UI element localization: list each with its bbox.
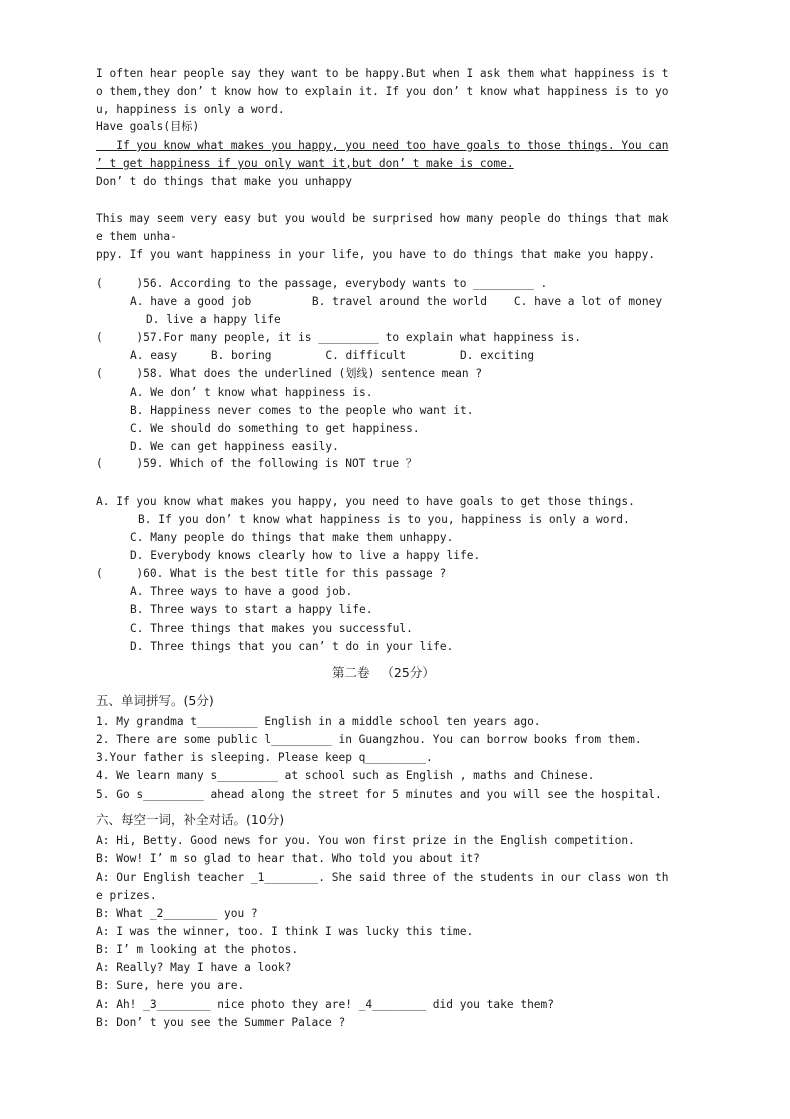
dialogue-line: B: Don’ t you see the Summer Palace ? — [96, 1016, 346, 1029]
spelling-item: 3.Your father is sleeping. Please keep q_________. — [96, 751, 433, 764]
option: D. Three things that you can’ t do in your life. — [130, 640, 454, 653]
passage-line: I often hear people say they want to be happy.But when I ask them what happiness is t — [96, 67, 669, 80]
underlined-sentence: If you know what makes you happy, you need too have goals to those things. You can — [96, 139, 669, 152]
spelling-item: 4. We learn many s_________ at school such as English , maths and Chinese. — [96, 769, 595, 782]
option: D. We can get happiness easily. — [130, 440, 339, 453]
question-56: ( )56. According to the passage, everybody wants to _________ . — [96, 277, 548, 290]
section-heading-unhappy: Don’ t do things that make you unhappy — [96, 175, 352, 188]
question-58: ( )58. What does the underlined (划线) sentence mean ? — [96, 367, 483, 380]
option: A. Three ways to have a good job. — [130, 585, 353, 598]
spelling-item: 5. Go s_________ ahead along the street for 5 minutes and you will see the hospital. — [96, 788, 662, 801]
spelling-item: 2. There are some public l_________ in Guangzhou. You can borrow books from them. — [96, 733, 642, 746]
option: C. We should do something to get happiness. — [130, 422, 420, 435]
passage-line: This may seem very easy but you would be surprised how many people do things that mak — [96, 212, 669, 225]
option: A. We don’ t know what happiness is. — [130, 386, 373, 399]
section-heading-goals: Have goals(目标) — [96, 120, 200, 133]
passage-line: o them,they don’ t know how to explain it. If you don’ t know what happiness is to yo — [96, 85, 669, 98]
spelling-item: 1. My grandma t_________ English in a middle school ten years ago. — [96, 715, 541, 728]
dialogue-line: A: Our English teacher _1________. She said three of the students in our class won th — [96, 871, 669, 884]
underlined-sentence: ’ t get happiness if you only want it,but don’ t make is come. — [96, 157, 514, 170]
option: C. Many people do things that make them unhappy. — [130, 531, 454, 544]
dialogue-line: B: What _2________ you ? — [96, 907, 258, 920]
dialogue-line: A: Ah! _3________ nice photo they are! _4________ did you take them? — [96, 998, 555, 1011]
dialogue-line: A: I was the winner, too. I think I was lucky this time. — [96, 925, 474, 938]
option: C. Three things that makes you successful. — [130, 622, 413, 635]
option: D. Everybody knows clearly how to live a happy life. — [130, 549, 481, 562]
option: B. Happiness never comes to the people who want it. — [130, 404, 474, 417]
part-two-title: 第二卷 （25分） — [332, 665, 435, 680]
dialogue-line: B: Sure, here you are. — [96, 979, 245, 992]
question-57: ( )57.For many people, it is _________ to explain what happiness is. — [96, 331, 581, 344]
option: A. If you know what makes you happy, you need to have goals to get those things. — [96, 495, 635, 508]
options: D. live a happy life — [146, 313, 281, 326]
options: A. easy B. boring C. difficult D. exciting — [130, 349, 535, 362]
passage-line: ppy. If you want happiness in your life, you have to do things that make you happy. — [96, 248, 656, 261]
dialogue-line: A: Really? May I have a look? — [96, 961, 292, 974]
question-60: ( )60. What is the best title for this passage ? — [96, 567, 447, 580]
question-59: ( )59. Which of the following is NOT true ？ — [96, 457, 418, 470]
options: A. have a good job B. travel around the world C. have a lot of money — [130, 295, 663, 308]
passage-line: e them unha- — [96, 230, 177, 243]
dialogue-line: e prizes. — [96, 889, 157, 902]
section-title: 六、每空一词，补全对话。(10分) — [96, 812, 285, 827]
option: B. If you don’ t know what happiness is to you, happiness is only a word. — [138, 513, 630, 526]
dialogue-line: B: I’ m looking at the photos. — [96, 943, 299, 956]
section-title: 五、单词拼写。(5分) — [96, 693, 214, 708]
dialogue-line: B: Wow! I’ m so glad to hear that. Who told you about it? — [96, 852, 480, 865]
option: B. Three ways to start a happy life. — [130, 603, 373, 616]
passage-line: u, happiness is only a word. — [96, 103, 285, 116]
dialogue-line: A: Hi, Betty. Good news for you. You won first prize in the English competition. — [96, 834, 635, 847]
